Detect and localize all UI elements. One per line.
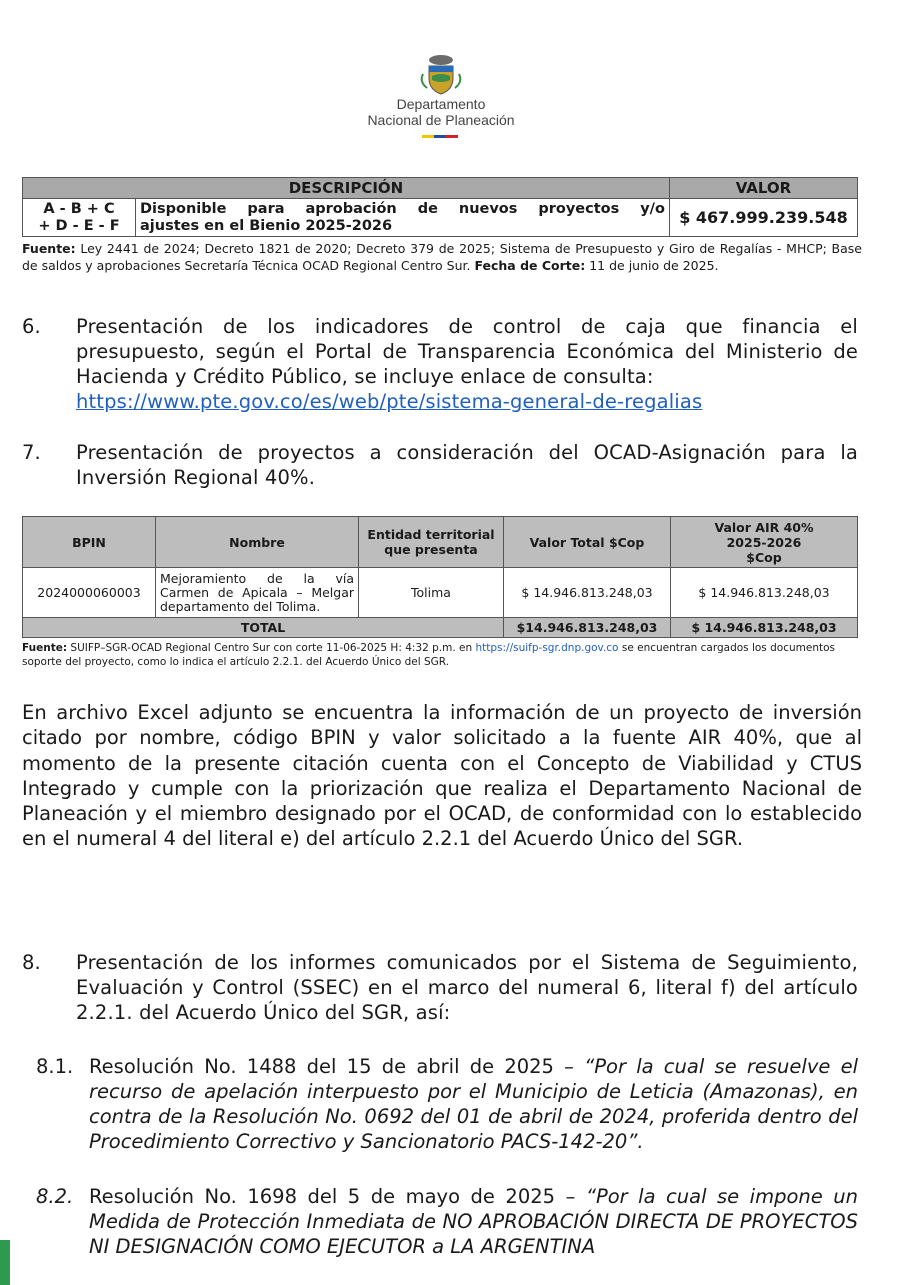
formula-line-2: + D - E - F — [38, 217, 120, 234]
available-funds-table — [22, 177, 858, 237]
header-valor-total: Valor Total $Cop — [504, 517, 671, 568]
header-bpin: BPIN — [23, 517, 156, 568]
description-line-2: ajustes en el Bienio 2025-2026 — [140, 217, 393, 234]
item-8-2 — [89, 1184, 858, 1259]
item-8-1-quote: “Por la cual se resuelve el recurso de apelación interpuesto por el Municipio de Leticia (Amazonas), en contra de la Resolución No. 0692 del 01 de abril de 2024, proferida dentro del Procedimiento Correctivo y Sancionatorio PACS-142-20”. — [89, 1055, 858, 1153]
colombia-coat-of-arms-icon — [418, 52, 464, 98]
flag-stripe — [422, 135, 458, 138]
total-valor-air: $ 14.946.813.248,03 — [671, 618, 858, 638]
value-cell: $ 467.999.239.548 — [669, 199, 857, 237]
header-entidad: Entidad territorial que presenta — [359, 517, 504, 568]
source-2-text: SUIFP–SGR-OCAD Regional Centro Sur con corte 11-06-2025 H: 4:32 p.m. en — [70, 642, 473, 654]
source-note-1 — [22, 240, 862, 274]
header-valor: VALOR — [669, 178, 857, 199]
item-8-text: Presentación de los informes comunicados por el Sistema de Seguimiento, Evaluación y Control (SSEC) en el marco del numeral 6, literal f) del artículo 2.2.1. del Acuerdo Único del SGR, así: — [76, 951, 858, 1024]
item-8-1 — [89, 1054, 858, 1154]
header-nombre: Nombre — [156, 517, 359, 568]
cell-nombre: Mejoramiento de la vía Carmen de Apicala – Melgar departamento del Tolima. — [156, 568, 359, 618]
header-valor-air-line-2: 2025-2026 — [726, 534, 802, 550]
suifp-link[interactable]: https://suifp-sgr.dnp.gov.co — [475, 642, 619, 654]
item-7-number: 7. — [22, 441, 41, 464]
item-6 — [76, 314, 858, 414]
source-2-text-2: se encuentran cargados los documentos soporte del proyecto, como lo indica el artículo 2.2.1. del Acuerdo Único del SGR. — [22, 642, 835, 668]
item-6-number: 6. — [22, 315, 41, 338]
item-8-2-quote: “Por la cual se impone un Medida de Protección Inmediata de NO APROBACIÓN DIRECTA DE PROYECTOS NI DESIGNACIÓN COMO EJECUTOR a LA ARGENTINA — [89, 1185, 858, 1258]
item-6-text: Presentación de los indicadores de control de caja que financia el presupuesto, según el Portal de Transparencia Económica del Ministerio de Hacienda y Crédito Público, se incluye enlace de consulta: — [76, 315, 858, 388]
item-8-number: 8. — [22, 951, 41, 974]
header-descripcion: DESCRIPCIÓN — [23, 178, 670, 199]
cell-bpin: 2024000060003 — [23, 568, 156, 618]
accent-bar — [0, 1240, 10, 1285]
projects-table — [22, 516, 858, 638]
cell-valor-total: $ 14.946.813.248,03 — [504, 568, 671, 618]
item-8-1-text: Resolución No. 1488 del 15 de abril de 2025 – — [89, 1055, 574, 1078]
item-8-2-text: Resolución No. 1698 del 5 de mayo de 2025 – — [89, 1185, 576, 1208]
source-note-2 — [22, 641, 872, 669]
cut-date: 11 de junio de 2025. — [589, 258, 719, 273]
item-8-2-number: 8.2. — [36, 1185, 74, 1208]
header-valor-air-line-1: Valor AIR 40% — [714, 519, 814, 535]
table-row — [23, 568, 858, 618]
header-valor-air-line-3: $Cop — [746, 549, 782, 565]
flag-red — [446, 135, 458, 138]
flag-yellow — [422, 135, 434, 138]
flag-blue — [434, 135, 446, 138]
formula-line-1: A - B + C — [43, 200, 115, 217]
total-row — [23, 618, 858, 638]
cell-valor-air: $ 14.946.813.248,03 — [671, 568, 858, 618]
total-label: TOTAL — [23, 618, 504, 638]
description-cell — [136, 199, 670, 237]
source-text: Ley 2441 de 2024; Decreto 1821 de 2020; Decreto 379 de 2025; Sistema de Presupuesto y Giro de Regalías - MHCP; Base de saldos y aprobaciones Secretaría Técnica OCAD Regional Centro Sur. — [22, 241, 862, 273]
dept-line-1: Departamento — [396, 96, 486, 112]
item-7-text: Presentación de proyectos a consideración del OCAD-Asignación para la Inversión Regional 40%. — [76, 441, 858, 489]
item-8-1-number: 8.1. — [36, 1055, 74, 1078]
department-name — [300, 96, 582, 128]
header-valor-air — [671, 517, 858, 568]
dept-line-2: Nacional de Planeación — [367, 112, 515, 128]
body-paragraph: En archivo Excel adjunto se encuentra la información de un proyecto de inversión citado por nombre, código BPIN y valor solicitado a la fuente AIR 40%, que al momento de la presente citación cuenta con el Concepto de Viabilidad y CTUS Integrado y cumple con la priorización que realiza el Departamento Nacional de Planeación y el miembro designado por el OCAD, de conformidad con lo establecido en el numeral 4 del literal e) del artículo 2.2.1 del Acuerdo Único del SGR. — [22, 701, 862, 851]
cut-label: Fecha de Corte: — [474, 258, 586, 273]
total-valor-total: $14.946.813.248,03 — [504, 618, 671, 638]
cell-entidad: Tolima — [359, 568, 504, 618]
source-label: Fuente: — [22, 241, 76, 256]
pte-link[interactable]: https://www.pte.gov.co/es/web/pte/sistema-general-de-regalias — [76, 390, 703, 413]
formula-code — [23, 199, 136, 237]
source-2-label: Fuente: — [22, 642, 68, 654]
description-line-1: Disponible para aprobación de nuevos proyectos y/o — [140, 200, 665, 217]
